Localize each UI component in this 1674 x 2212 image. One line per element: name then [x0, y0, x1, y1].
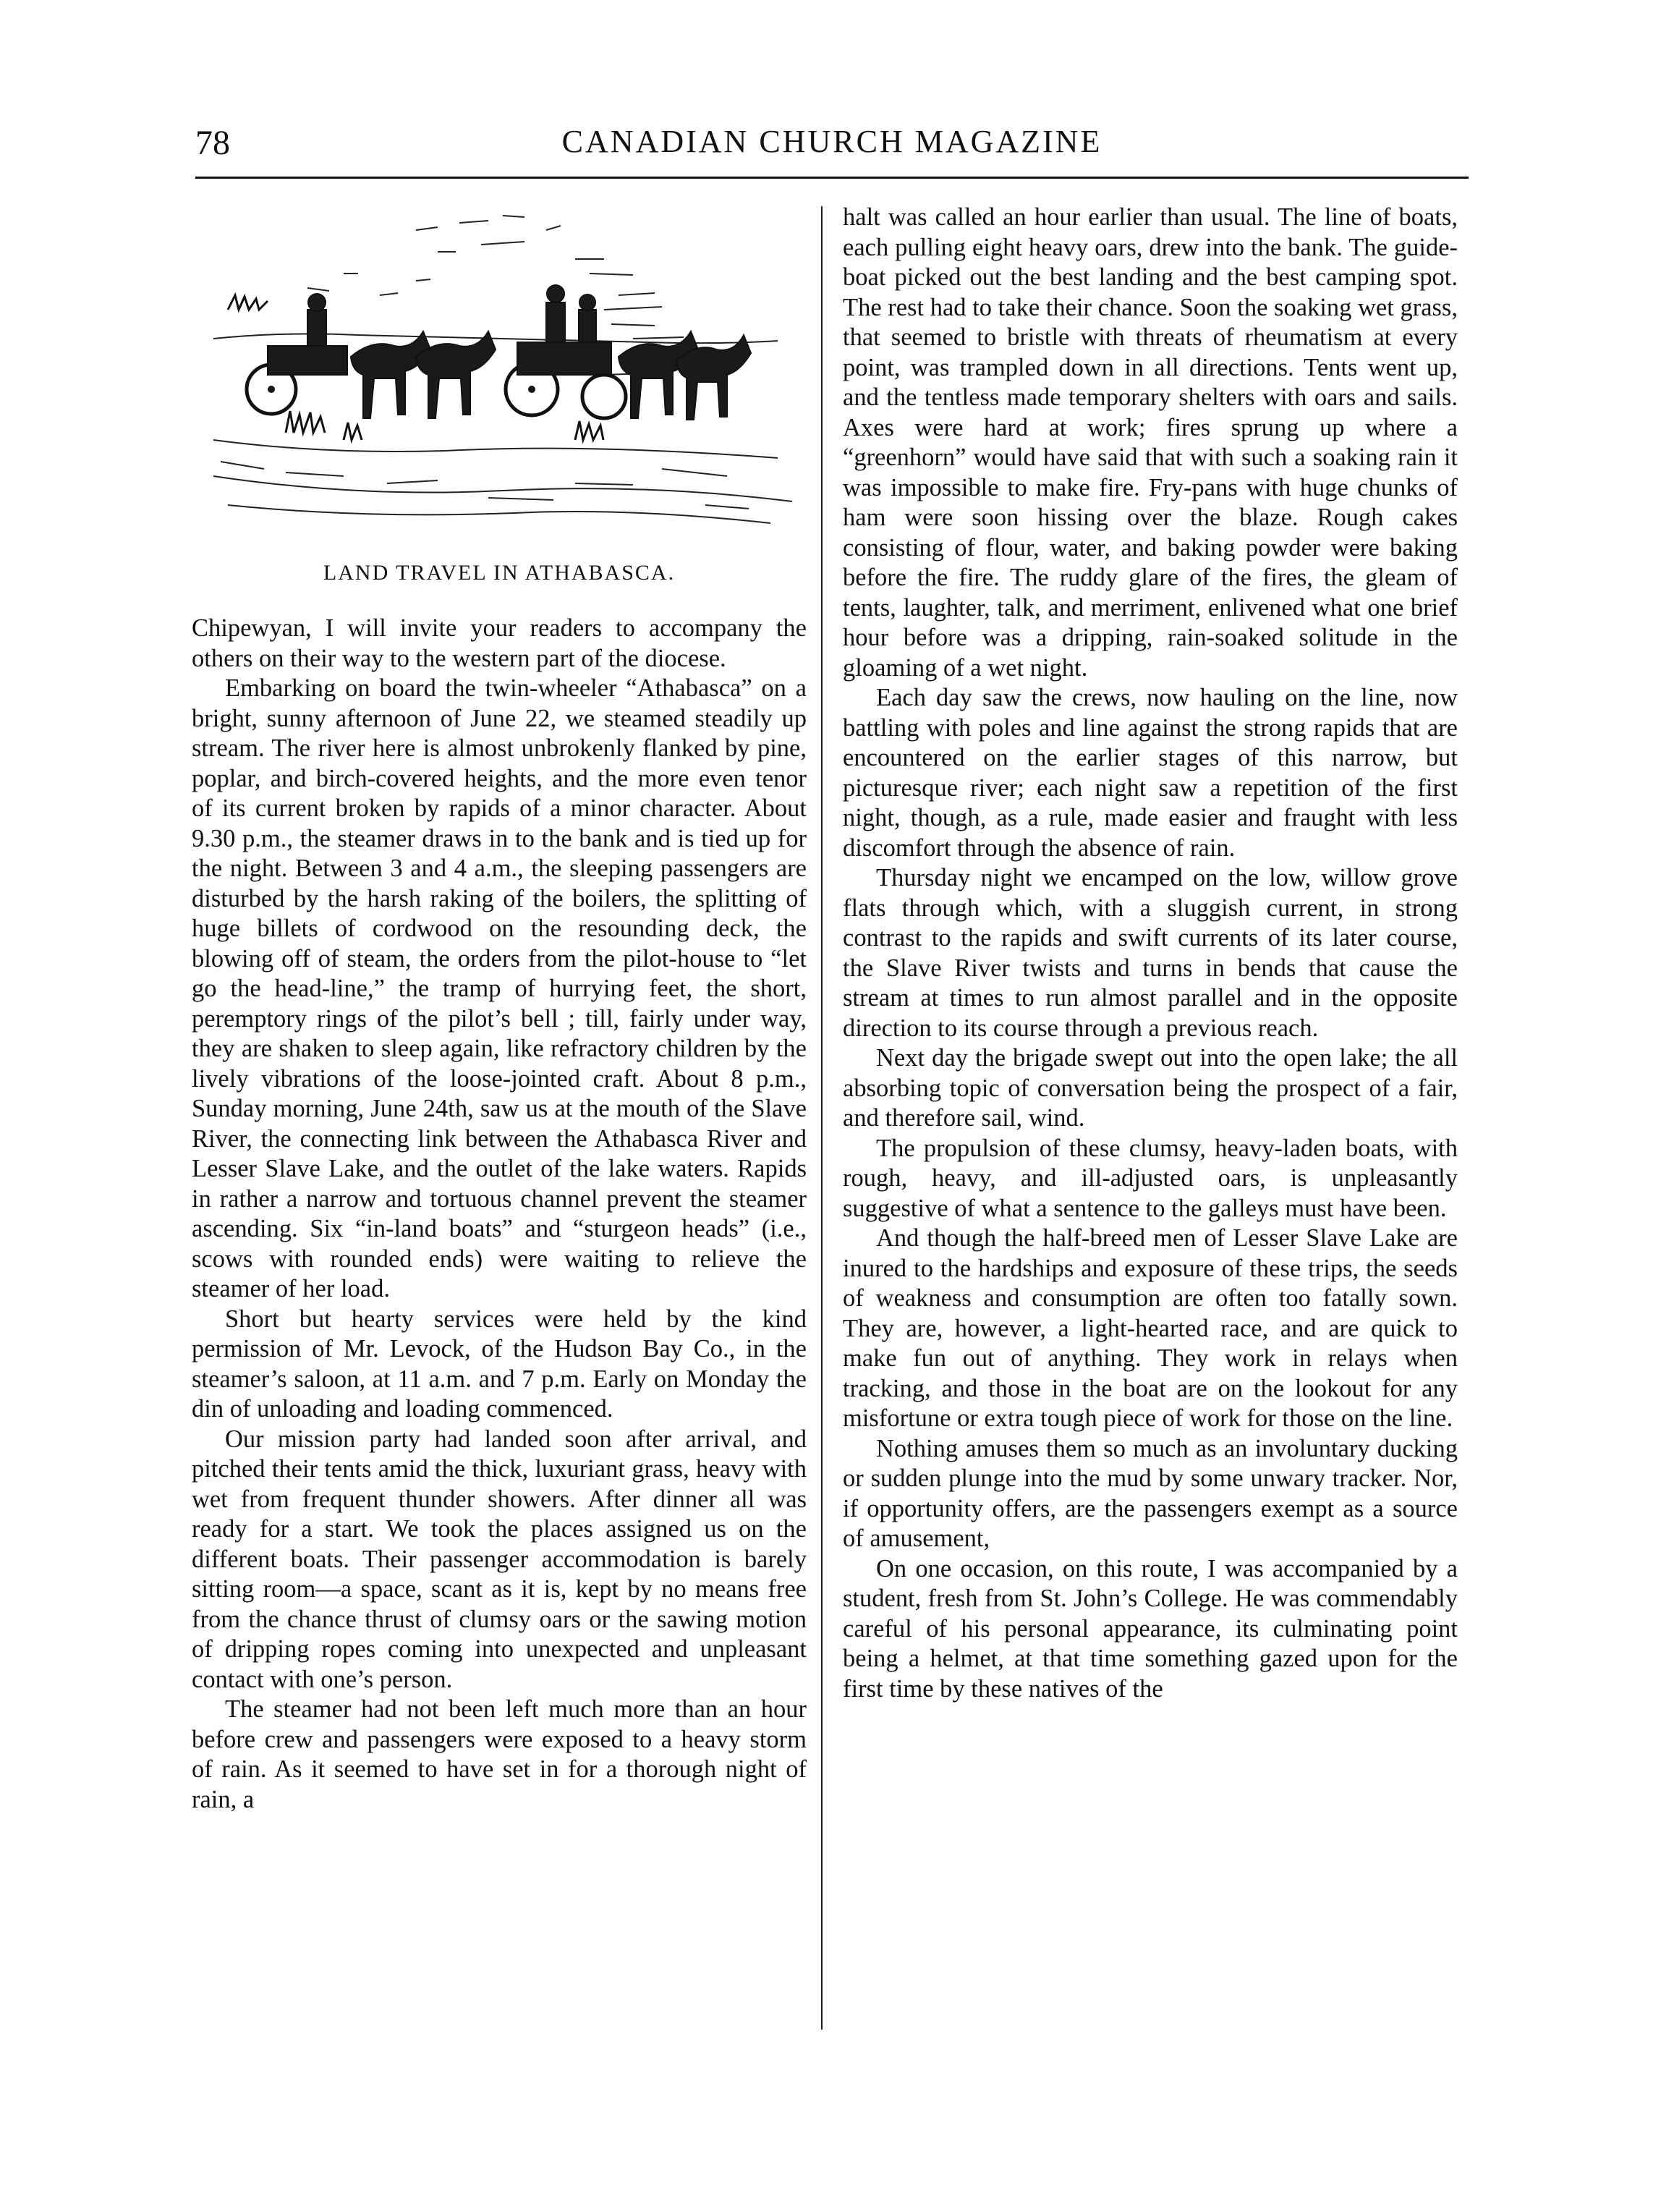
paragraph: Our mission party had landed soon after arrival, and pitched their tents amid the thick, luxuriant grass, heavy with wet from frequent thunder showers. After dinner all was ready for a start. We took the places assigned us on the different boats. Their passenger accommodation is barely sitting room—a space, scant as it is, kept by no means free from the chance thrust of clumsy oars or the sawing motion of dripping ropes coming into unexpected and unpleasant contact with one’s person.	[192, 1425, 807, 1693]
paragraph: The steamer had not been left much more than an hour before crew and passengers were exposed to a heavy storm of rain. As it seemed to have set in for a thorough night of rain, a	[192, 1695, 807, 1813]
right-column	[843, 203, 1458, 1704]
illustration-caption: LAND TRAVEL IN ATHABASCA.	[323, 560, 676, 585]
paragraph: Embarking on board the twin-wheeler “Athabasca” on a bright, sunny afternoon of June 22, we steamed steadily up stream. The river here is almost unbrokenly flanked by pine, poplar, and birch-covered heights, and the more even tenor of its current broken by rapids of a minor character. About 9.30 p.m., the steamer draws in to the bank and is tied up for the night. Between 3 and 4 a.m., the sleeping passengers are disturbed by the harsh raking of the boilers, the splitting of huge billets of cordwood on the resounding deck, the blowing off of steam, the orders from the pilot-house to “let go the head-line,” the tramp of hurrying feet, the short, peremptory rings of the pilot’s bell ; till, fairly under way, they are shaken to sleep again, like refractory children by the lively vibrations of the loose-jointed craft. About 8 p.m., Sunday morning, June 24th, saw us at the mouth of the Slave River, the connecting link between the Athabasca River and Lesser Slave Lake, and the outlet of the lake waters. Rapids in rather a narrow and tortuous channel prevent the steamer ascending. Six “in-land boats” and “sturgeon heads” (i.e., scows with rounded ends) were waiting to relieve the steamer of her load.	[192, 674, 807, 1302]
paragraph: Nothing amuses them so much as an involuntary ducking or sudden plunge into the mud by some unwary tracker. Nor, if opportunity offers, are the passengers exempt as a source of amusement,	[843, 1434, 1458, 1552]
page-number: 78	[195, 124, 230, 162]
header-rule	[195, 177, 1469, 179]
paragraph: Next day the brigade swept out into the open lake; the all absorbing topic of conversation being the prospect of a fair, and therefore sail, wind.	[843, 1044, 1458, 1132]
paragraph: The propulsion of these clumsy, heavy-laden boats, with rough, heavy, and ill-adjusted oars, is unpleasantly suggestive of what a sentence to the galleys must have been.	[843, 1134, 1458, 1222]
paragraph: On one occasion, on this route, I was accompanied by a student, fresh from St. John’s College. He was commendably careful of his personal appearance, its culminating point being a helmet, at that time something gazed upon for the first time by these natives of the	[843, 1554, 1458, 1703]
left-column	[192, 201, 807, 1815]
paragraph: And though the half-breed men of Lesser Slave Lake are inured to the hardships and exposure of these trips, the seeds of weakness and consumption are often too fatally sown. They are, however, a light-hearted race, and are quick to make fun out of anything. They work in relays when tracking, and those in the boat are on the lookout for any misfortune or extra tough piece of work for those on the line.	[843, 1224, 1458, 1432]
paragraph: halt was called an hour earlier than usual. The line of boats, each pulling eight heavy oars, drew into the bank. The guide-boat picked out the best landing and the best camping spot. The rest had to take their chance. Soon the soaking wet grass, that seemed to bristle with threats of rheumatism at every point, was trampled down in all directions. Tents went up, and the tentless made temporary shelters with oars and sails. Axes were hard at work; fires sprung up where a “greenhorn” would have said that with such a soaking rain it was impossible to make fire. Fry-pans with huge chunks of ham were soon hissing over the blaze. Rough cakes consisting of flour, water, and baking powder were baking before the fire. The ruddy glare of the fires, the gleam of tents, laughter, talk, and merriment, enlivened what one brief hour before was a dripping, rain-soaked solitude in the gloaming of a wet night.	[843, 203, 1458, 682]
paragraph: Thursday night we encamped on the low, willow grove flats through which, with a sluggish current, in strong contrast to the rapids and swift currents of its later course, the Slave River twists and turns in bends that cause the stream at times to run almost parallel and in the opposite direction to its course through a previous reach.	[843, 864, 1458, 1042]
paragraph: Each day saw the crews, now hauling on the line, now battling with poles and line against the strong rapids that are encountered on the earlier stages of this narrow, but picturesque river; each night saw a repetition of the first night, though, as a rule, made easier and fraught with less discomfort through the absence of rain.	[843, 684, 1458, 862]
paragraph: Chipewyan, I will invite your readers to accompany the others on their way to the western part of the diocese.	[192, 614, 807, 672]
magazine-title: CANADIAN CHURCH MAGAZINE	[561, 124, 1102, 159]
paragraph: Short but hearty services were held by the kind permission of Mr. Levock, of the Hudson Bay Co., in the steamer’s saloon, at 11 a.m. and 7 p.m. Early on Monday the din of unloading and loading commenced.	[192, 1305, 807, 1423]
column-divider	[821, 206, 823, 2030]
land-travel-illustration	[199, 201, 799, 541]
page-header	[195, 123, 1469, 174]
